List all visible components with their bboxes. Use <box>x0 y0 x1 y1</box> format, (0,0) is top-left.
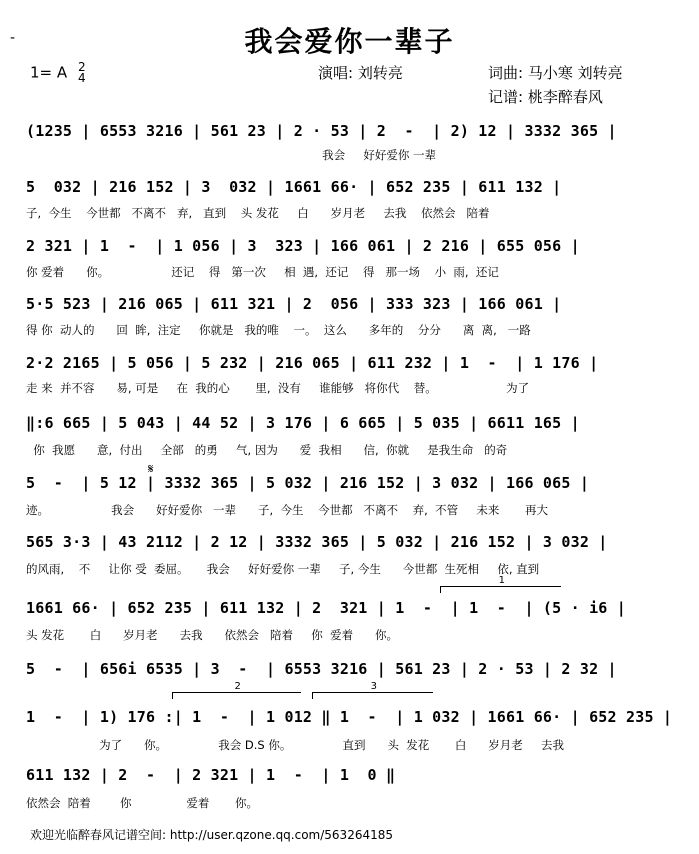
notation-row: 5 - | 5 12 | 3332 365 | 5 032 | 216 152 | 3 032 | 166 065 | <box>26 474 590 492</box>
volta-bracket-3 <box>312 681 433 699</box>
footer-note: 欢迎光临醉春风记谱空间: http://user.qzone.qq.com/563264185 <box>30 828 394 842</box>
volta-number: 1 <box>498 575 505 586</box>
lyric-row: 走 来 并不容 易, 可是 在 我的心 里, 没有 谁能够 将你代 替。 为了 <box>26 381 530 395</box>
notation-row: 2 321 | 1 - | 1 056 | 3 323 | 166 061 | 2 216 | 655 056 | <box>26 237 580 255</box>
lyric-row: 子, 今生 今世都 不离不 弃, 直到 头 发花 白 岁月老 去我 依然会 陪着 <box>26 206 490 220</box>
lyric-row: 迹。 我会 好好爱你 一辈 子, 今生 今世都 不离不 弃, 不管 未来 再大 <box>26 503 548 517</box>
notation-row: 1 - | 1) 176 :| 1 - | 1 012 ‖ 1 - | 1 032 | 1661 66· | 652 235 | <box>26 708 673 726</box>
lyric-row: 的风雨, 不 让你 受 委屈。 我会 好好爱你 一辈 子, 今生 今世都 生死相 依, 直到 <box>26 562 540 576</box>
volta-bracket-1 <box>440 575 561 593</box>
time-signature <box>78 62 86 84</box>
notation-row: 5 - | 656i 6535 | 3 - | 6553 3216 | 561 23 | 2 · 53 | 2 32 | <box>26 660 617 678</box>
song-title: 我会爱你一辈子 <box>244 25 455 58</box>
lyric-row: 依然会 陪着 你 爱着 你。 <box>26 796 258 810</box>
volta-bracket-2 <box>172 681 301 699</box>
page-dash: - <box>10 30 16 46</box>
volta-number: 3 <box>370 681 377 692</box>
notation-row: (1235 | 6553 3216 | 561 23 | 2 · 53 | 2 - | 2) 12 | 3332 365 | <box>26 122 617 140</box>
notation-row: 5 032 | 216 152 | 3 032 | 1661 66· | 652 235 | 611 132 | <box>26 178 562 196</box>
volta-number: 2 <box>234 681 241 692</box>
notation-row: 565 3·3 | 43 2112 | 2 12 | 3332 365 | 5 032 | 216 152 | 3 032 | <box>26 533 608 551</box>
time-numerator: 2 <box>77 60 86 74</box>
notation-row: 611 132 | 2 - | 2 321 | 1 - | 1 0 ‖ <box>26 766 396 784</box>
notation-row: 5·5 523 | 216 065 | 611 321 | 2 056 | 333 323 | 166 061 | <box>26 295 562 313</box>
singer-credit: 演唱: 刘转亮 <box>318 64 403 82</box>
notation-row: ‖:6 665 | 5 043 | 44 52 | 3 176 | 6 665 | 5 035 | 6611 165 | <box>26 414 580 432</box>
lyric-row: 你 我愿 意, 付出 全部 的勇 气, 因为 爱 我相 信, 你就 是我生命 的奇 <box>26 443 508 457</box>
composer-credit: 词曲: 马小寒 刘转亮 <box>488 64 623 82</box>
transcriber-credit: 记谱: 桃李醉春风 <box>488 88 603 106</box>
lyric-row: 为了 你。 我会 D.S 你。 直到 头 发花 白 岁月老 去我 <box>26 738 565 752</box>
lyric-row: 头 发花 白 岁月老 去我 依然会 陪着 你 爱着 你。 <box>26 628 399 642</box>
lyric-row: 你 爱着 你。 还记 得 第一次 相 遇, 还记 得 那一场 小 雨, 还记 <box>26 265 499 279</box>
lyric-row: 我会 好好爱你 一辈 <box>26 148 437 162</box>
key-signature <box>30 62 86 84</box>
lyric-row: 得 你 动人的 回 眸, 注定 你就是 我的唯 一。 这么 多年的 分分 离 离, 一路 <box>26 323 531 337</box>
time-denominator: 4 <box>77 71 86 85</box>
segno-sign: 𝄋 <box>148 462 154 477</box>
notation-row: 2·2 2165 | 5 056 | 5 232 | 216 065 | 611 232 | 1 - | 1 176 | <box>26 354 599 372</box>
notation-row: 1661 66· | 652 235 | 611 132 | 2 321 | 1 - | 1 - | (5 · i6 | <box>26 599 626 617</box>
key-label: 1= A <box>30 63 68 82</box>
